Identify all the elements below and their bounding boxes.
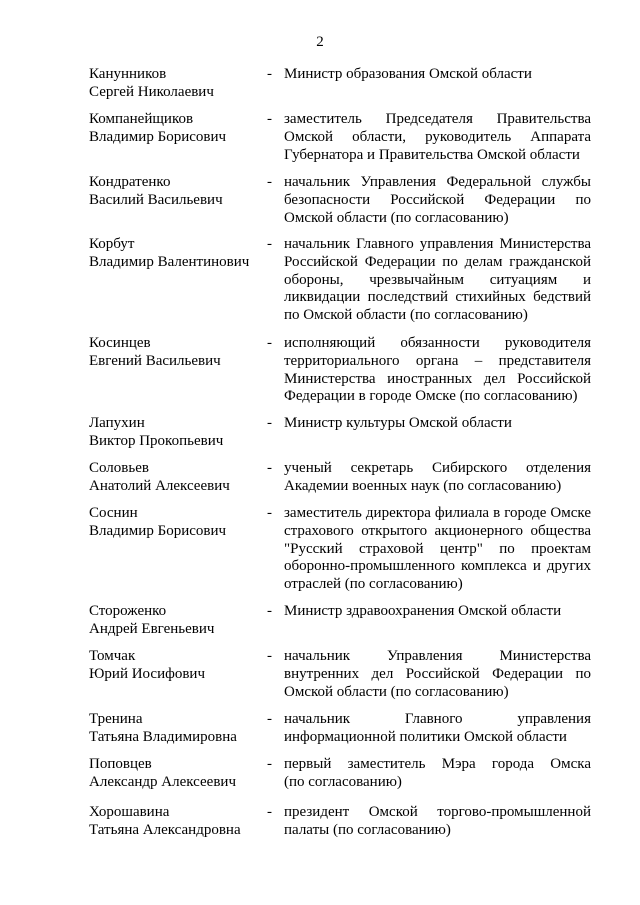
position-line: палаты (по согласованию) bbox=[284, 821, 451, 838]
member-name bbox=[89, 603, 259, 639]
position-line: заместитель Председателя Правительства bbox=[284, 111, 591, 127]
member-name bbox=[89, 756, 259, 792]
member-position bbox=[284, 648, 591, 701]
member-surname: Корбут bbox=[89, 236, 135, 252]
member-given-names: Анатолий Алексеевич bbox=[89, 477, 230, 494]
member-position bbox=[284, 804, 591, 840]
position-line: оборонно-промышленного комплекса и других bbox=[284, 558, 591, 575]
member-surname: Стороженко bbox=[89, 603, 167, 619]
member-name bbox=[89, 335, 259, 371]
member-surname: Поповцев bbox=[89, 756, 152, 772]
member-position bbox=[284, 335, 591, 406]
position-line: Омской области (по согласованию) bbox=[284, 209, 509, 226]
position-line: (по согласованию) bbox=[284, 773, 402, 790]
page-number: 2 bbox=[316, 34, 324, 50]
position-line: по Омской области (по согласованию) bbox=[284, 307, 528, 324]
member-surname: Хорошавина bbox=[89, 804, 170, 820]
member-given-names: Владимир Борисович bbox=[89, 522, 227, 539]
position-line: начальник Главного управления bbox=[284, 711, 591, 727]
position-line: обороны, чрезвычайным ситуациям и bbox=[284, 271, 591, 288]
member-given-names: Александр Алексеевич bbox=[89, 773, 236, 790]
position-line: начальник Главного управления Министерства bbox=[284, 236, 591, 252]
position-line: безопасности Российской Федерации по bbox=[284, 191, 591, 208]
separator-dash: - bbox=[267, 335, 272, 351]
member-surname: Соловьев bbox=[89, 460, 149, 476]
separator-dash: - bbox=[267, 804, 272, 820]
member-position bbox=[284, 415, 591, 433]
member-name bbox=[89, 648, 259, 684]
position-line: отраслей (по согласованию) bbox=[284, 576, 463, 593]
member-surname: Лапухин bbox=[89, 415, 145, 431]
member-position bbox=[284, 756, 591, 792]
separator-dash: - bbox=[267, 603, 272, 619]
position-line: первый заместитель Мэра города Омска bbox=[284, 756, 591, 772]
position-line: Омской области (по согласованию) bbox=[284, 683, 509, 700]
member-name bbox=[89, 711, 259, 747]
separator-dash: - bbox=[267, 756, 272, 772]
position-line: президент Омской торгово-промышленной bbox=[284, 804, 591, 820]
member-surname: Кондратенко bbox=[89, 174, 171, 190]
member-position bbox=[284, 66, 591, 84]
position-line: территориального органа – представителя bbox=[284, 352, 591, 369]
member-given-names: Сергей Николаевич bbox=[89, 83, 214, 100]
separator-dash: - bbox=[267, 415, 272, 431]
member-name bbox=[89, 505, 259, 541]
member-position bbox=[284, 174, 591, 227]
position-line: "Русский страховой центр" по проектам bbox=[284, 540, 591, 557]
member-position bbox=[284, 603, 591, 621]
position-line: ликвидации последствий стихийных бедствий bbox=[284, 289, 591, 306]
position-line: Федерации в городе Омске (по согласованию) bbox=[284, 388, 578, 405]
position-line: Министр культуры Омской области bbox=[284, 415, 512, 431]
member-position bbox=[284, 711, 591, 747]
member-position bbox=[284, 505, 591, 594]
position-line: начальник Управления Министерства bbox=[284, 648, 591, 664]
separator-dash: - bbox=[267, 460, 272, 476]
member-given-names: Евгений Васильевич bbox=[89, 352, 221, 369]
separator-dash: - bbox=[267, 648, 272, 664]
member-given-names: Андрей Евгеньевич bbox=[89, 620, 215, 637]
separator-dash: - bbox=[267, 111, 272, 127]
member-given-names: Владимир Борисович bbox=[89, 128, 227, 145]
member-given-names: Татьяна Александровна bbox=[89, 821, 241, 838]
position-line: Министр здравоохранения Омской области bbox=[284, 603, 562, 619]
member-position bbox=[284, 460, 591, 496]
position-line: информационной политики Омской области bbox=[284, 728, 567, 745]
member-position bbox=[284, 111, 591, 164]
member-name bbox=[89, 174, 259, 210]
position-line: ученый секретарь Сибирского отделения bbox=[284, 460, 591, 476]
position-line: Министр образования Омской области bbox=[284, 66, 532, 82]
member-name bbox=[89, 804, 259, 840]
position-line: начальник Управления Федеральной службы bbox=[284, 174, 591, 190]
member-surname: Косинцев bbox=[89, 335, 151, 351]
member-surname: Канунников bbox=[89, 66, 167, 82]
position-line: Российской Федерации по делам гражданской bbox=[284, 253, 591, 270]
member-given-names: Владимир Валентинович bbox=[89, 253, 250, 270]
member-given-names: Виктор Прокопьевич bbox=[89, 432, 224, 449]
separator-dash: - bbox=[267, 236, 272, 252]
member-given-names: Василий Васильевич bbox=[89, 191, 223, 208]
member-surname: Соснин bbox=[89, 505, 138, 521]
member-name bbox=[89, 66, 259, 102]
position-line: Омской области, руководитель Аппарата bbox=[284, 128, 591, 145]
member-surname: Томчак bbox=[89, 648, 136, 664]
separator-dash: - bbox=[267, 711, 272, 727]
separator-dash: - bbox=[267, 174, 272, 190]
member-surname: Тренина bbox=[89, 711, 143, 727]
member-position bbox=[284, 236, 591, 325]
member-name bbox=[89, 236, 259, 272]
member-name bbox=[89, 415, 259, 451]
member-surname: Компанейщиков bbox=[89, 111, 194, 127]
position-line: внутренних дел Российской Федерации по bbox=[284, 665, 591, 682]
member-name bbox=[89, 460, 259, 496]
separator-dash: - bbox=[267, 505, 272, 521]
separator-dash: - bbox=[267, 66, 272, 82]
position-line: страхового открытого акционерного общества bbox=[284, 522, 591, 539]
position-line: Губернатора и Правительства Омской области bbox=[284, 146, 580, 163]
position-line: исполняющий обязанности руководителя bbox=[284, 335, 591, 351]
member-given-names: Татьяна Владимировна bbox=[89, 728, 237, 745]
position-line: Министерства иностранных дел Российской bbox=[284, 370, 591, 387]
position-line: заместитель директора филиала в городе Омске bbox=[284, 505, 591, 521]
member-name bbox=[89, 111, 259, 147]
position-line: Академии военных наук (по согласованию) bbox=[284, 477, 562, 494]
member-given-names: Юрий Иосифович bbox=[89, 665, 205, 682]
